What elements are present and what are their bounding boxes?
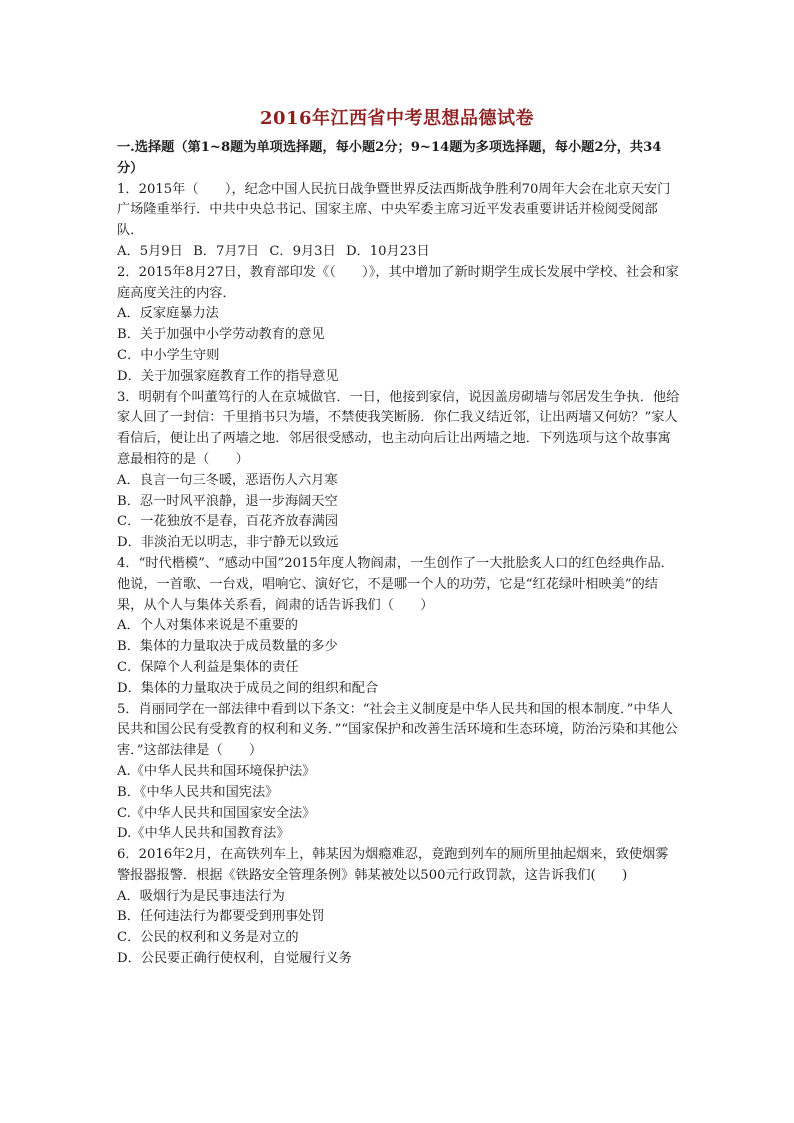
section-heading: 一.选择题（第1~8题为单项选择题，每小题2分；9~14题为多项选择题，每小题2分，共34分）: [117, 140, 662, 176]
option-d: D．公民要正确行使权利，自觉履行义务: [117, 951, 352, 967]
option-a: A．反家庭暴力法: [117, 306, 219, 322]
option-a: A．5月9日: [117, 243, 183, 259]
option-b: B．《中华人民共和国宪法》: [117, 784, 279, 800]
page-title: 2016年江西省中考思想品德试卷: [259, 108, 535, 129]
option-c: C．9月3日: [269, 243, 336, 259]
option-c: C．保障个人利益是集体的责任: [117, 659, 299, 675]
question-2-text: 2．2015年8月27日，教育部印发《（ ）》，其中增加了新时期学生成长发展中学校、社会和家庭高度关注的内容．: [117, 264, 679, 301]
option-a: A．吸烟行为是民事违法行为: [117, 888, 285, 904]
option-a: A.《中华人民共和国环境保护法》: [117, 763, 316, 779]
option-d: D．关于加强家庭教育工作的指导意见: [117, 368, 339, 384]
option-c: C．一花独放不是春，百花齐放春满园: [117, 514, 339, 530]
option-d: D.《中华人民共和国教育法》: [117, 826, 290, 842]
option-c: C．中小学生守则: [117, 347, 220, 363]
option-b: B．集体的力量取决于成员数量的多少: [117, 639, 338, 655]
option-b: B．任何违法行为都要受到刑事处罚: [117, 909, 325, 925]
option-b: B．关于加强中小学劳动教育的意见: [117, 327, 325, 343]
question-6-text: 6．2016年2月，在高铁列车上，韩某因为烟瘾难忍，竟跑到列车的厕所里抽起烟来，致使烟雾警报器报警．根据《铁路安全管理条例》韩某被处以500元行政罚款，这告诉我们( ): [117, 847, 669, 883]
exam-content: [117, 138, 681, 970]
option-d: D．10月23日: [345, 243, 430, 259]
option-b: B．忍一时风平浪静，退一步海阔天空: [117, 493, 338, 509]
option-b: B．7月7日: [193, 243, 260, 259]
option-a: A．良言一句三冬暖，恶语伤人六月寒: [117, 472, 338, 488]
option-c: C．公民的权利和义务是对立的: [117, 930, 299, 946]
question-3-text: 3．明朝有个叫董笃行的人在京城做官．一日，他接到家信，说因盖房砌墙与邻居发生争执．他给家人回了一封信：千里捎书只为墙，不禁使我笑断肠．你仁我义结近邻，让出两墙又何妨？”家人看信后，便让出了两墙之地．邻居很受感动，也主动向后让出两墙之地．下列选项与这个故事寓意最相符的是（ ）: [117, 389, 680, 467]
question-5-text: 5．肖丽同学在一部法律中看到以下条文：“社会主义制度是中华人民共和国的根本制度．”中华人民共和国公民有受教育的权利和义务．”“国家保护和改善生活环境和生态环境，防治污染和其他公害．”这部法律是（ ）: [117, 701, 678, 759]
question-4-text: 4．“时代楷模”、“感动中国”2015年度人物阎肃，一生创作了一大批脍炙人口的红色经典作品．他说，一首歌、一台戏，唱响它、演好它，不是哪一个人的功劳，它是“红花绿叶相映美”的结果，从个人与集体关系看，阎肃的话告诉我们（ ）: [117, 555, 674, 613]
option-d: D．集体的力量取决于成员之间的组织和配合: [117, 680, 379, 696]
question-1-options: [117, 242, 681, 263]
option-d: D．非淡泊无以明志，非宁静无以致远: [117, 535, 339, 551]
question-1-text: 1．2015年（ ），纪念中国人民抗日战争暨世界反法西斯战争胜利70周年大会在北京天安门广场隆重举行．中共中央总书记、国家主席、中央军委主席习近平发表重要讲话并检阅受阅部队．: [117, 181, 671, 239]
option-a: A．个人对集体来说是不重要的: [117, 618, 298, 634]
option-c: C.《中华人民共和国国家安全法》: [117, 805, 316, 821]
